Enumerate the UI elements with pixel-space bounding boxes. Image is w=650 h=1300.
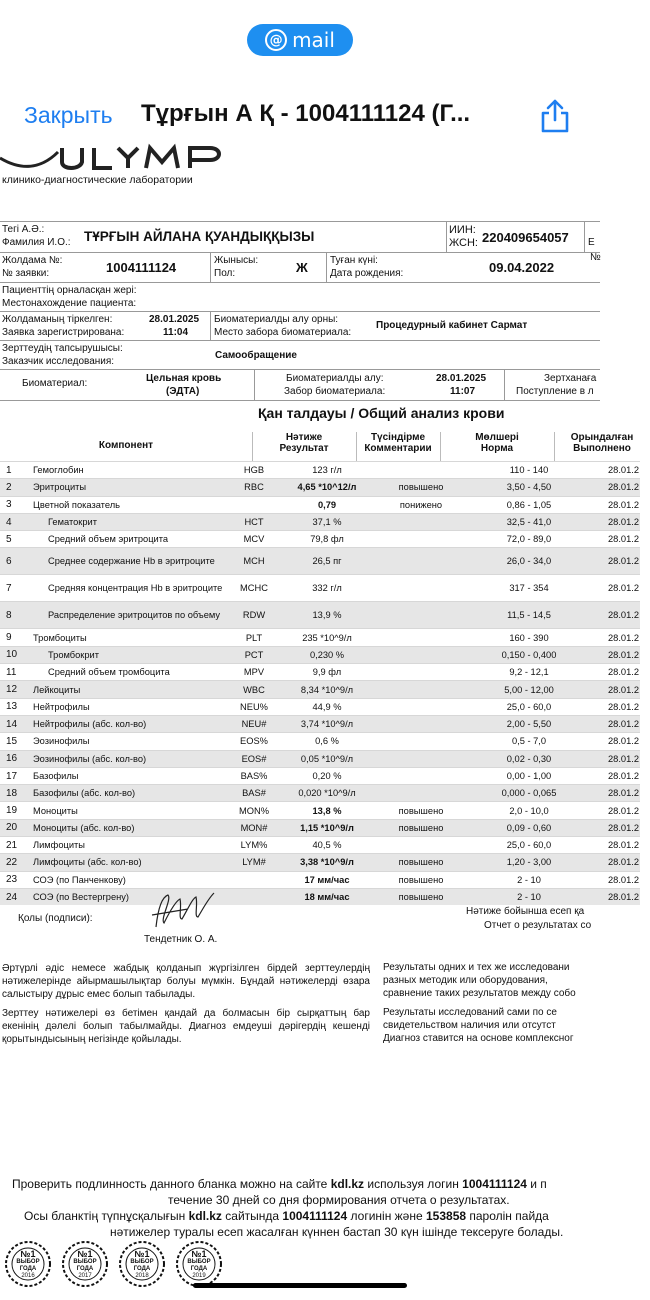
row-component: Цветной показатель (30, 496, 234, 513)
stamp-year: 2018 (135, 1273, 149, 1279)
results-table (0, 461, 640, 905)
row-date: 28.01.2 (596, 531, 640, 548)
row-abbreviation: LYM% (234, 837, 274, 854)
row-comment (380, 698, 462, 715)
row-comment: повышено (380, 888, 462, 905)
stamp-year: 2019 (192, 1273, 206, 1279)
registered-time: 11:04 (163, 327, 189, 338)
row-number: 1 (0, 462, 30, 479)
row-date: 28.01.2 (596, 479, 640, 496)
dob-value: 09.04.2022 (489, 260, 555, 275)
row-comment (380, 715, 462, 732)
row-date: 28.01.2 (596, 767, 640, 784)
mail-pill-label: mail (292, 28, 335, 52)
row-comment (380, 767, 462, 784)
home-indicator (193, 1283, 407, 1288)
row-date: 28.01.2 (596, 785, 640, 802)
disclaimer-ru-1a: Результаты одних и тех же исследовани (383, 962, 570, 973)
row-date: 28.01.2 (596, 629, 640, 646)
row-component: Гемоглобин (30, 462, 234, 479)
row-comment (380, 664, 462, 681)
stamp-bot: ГОДА (133, 1266, 151, 1272)
table-row (0, 802, 640, 819)
row-norm: 0,00 - 1,00 (462, 767, 596, 784)
table-row (0, 837, 640, 854)
row-component: СОЭ (по Вестергрену) (30, 888, 234, 905)
row-abbreviation: MON# (234, 819, 274, 836)
dob-trail: № (590, 252, 601, 263)
row-norm: 160 - 390 (462, 629, 596, 646)
disclaimer-ru-2b: свидетельством наличия или отсутст (383, 1020, 556, 1031)
row-comment: повышено (380, 819, 462, 836)
disclaimer-ru-1b: разных методик или оборудования, (383, 975, 548, 986)
row-date: 28.01.2 (596, 513, 640, 530)
row-abbreviation: LYM# (234, 854, 274, 871)
row-abbreviation: BAS% (234, 767, 274, 784)
row-result: 9,9 фл (274, 664, 380, 681)
location-label-kz: Пациенттің орналасқан жері: (2, 285, 137, 296)
dob-label-kz: Туған күні: (330, 255, 378, 266)
row-date: 28.01.2 (596, 802, 640, 819)
row-component: Средняя концентрация Hb в эритроците (30, 575, 234, 602)
row-result: 0,6 % (274, 733, 380, 750)
name-label-kz: Тегі А.Ә.: (2, 224, 45, 235)
row-number: 23 (0, 871, 30, 888)
row-comment (380, 837, 462, 854)
row-comment (380, 602, 462, 629)
row-abbreviation: MPV (234, 664, 274, 681)
row-abbreviation: MCV (234, 531, 274, 548)
row-result: 4,65 *10^12/л (274, 479, 380, 496)
row-component: Моноциты (абс. кол-во) (30, 819, 234, 836)
row-comment (380, 575, 462, 602)
lab-received-label-ru: Поступление в л (516, 386, 594, 397)
row-result: 37,1 % (274, 513, 380, 530)
row-date: 28.01.2 (596, 602, 640, 629)
row-comment: повышено (380, 871, 462, 888)
row-result: 0,20 % (274, 767, 380, 784)
table-row (0, 871, 640, 888)
col-comment: Түсіндірме Комментарии (364, 432, 432, 454)
olymp-logo (0, 148, 240, 172)
registered-label-kz: Жолдаманың тіркелген: (2, 314, 113, 325)
stamp-year: 2017 (78, 1273, 92, 1279)
lab-received-label-kz: Зертханаға (544, 373, 597, 384)
row-abbreviation: PCT (234, 646, 274, 663)
row-comment (380, 681, 462, 698)
iin-value: 220409654057 (482, 230, 569, 245)
row-abbreviation: RDW (234, 602, 274, 629)
row-number: 18 (0, 785, 30, 802)
report-note-ru: Отчет о результатах со (484, 920, 592, 931)
row-number: 6 (0, 548, 30, 575)
row-component: Лейкоциты (30, 681, 234, 698)
lab-report (0, 148, 640, 1300)
row-date: 28.01.2 (596, 837, 640, 854)
place-label-kz: Биоматериалды алу орны: (214, 314, 339, 325)
row-number: 9 (0, 629, 30, 646)
row-norm: 5,00 - 12,00 (462, 681, 596, 698)
stamp-top: №1 (20, 1249, 36, 1259)
row-date: 28.01.2 (596, 462, 640, 479)
row-component: Лимфоциты (30, 837, 234, 854)
row-abbreviation: HCT (234, 513, 274, 530)
signature-label: Қолы (подписи): (18, 913, 93, 924)
row-norm: 1,20 - 3,00 (462, 854, 596, 871)
row-result: 13,8 % (274, 802, 380, 819)
table-row (0, 767, 640, 784)
row-abbreviation: RBC (234, 479, 274, 496)
row-comment (380, 750, 462, 767)
footer-kz-line1: Осы бланктің түпнұсқалығын kdl.kz сайтында 1004111124 логинін және 153858 паролін пайда (24, 1209, 549, 1223)
stamp-bot: ГОДА (190, 1266, 208, 1272)
row-result: 0,230 % (274, 646, 380, 663)
row-result: 235 *10^9/л (274, 629, 380, 646)
sex-label-kz: Жынысы: (214, 255, 259, 266)
sex-value: Ж (296, 260, 308, 275)
row-norm: 0,150 - 0,400 (462, 646, 596, 663)
row-norm: 9,2 - 12,1 (462, 664, 596, 681)
row-date: 28.01.2 (596, 854, 640, 871)
row-abbreviation: MCHC (234, 575, 274, 602)
stamp-mid: ВЫБОР (187, 1259, 211, 1265)
row-number: 13 (0, 698, 30, 715)
row-comment (380, 646, 462, 663)
col-date: Орындалған Выполнено (570, 432, 634, 454)
taken-label-ru: Забор биоматериала: (284, 386, 386, 397)
row-result: 3,74 *10^9/л (274, 715, 380, 732)
table-row (0, 819, 640, 836)
at-icon: @ (265, 29, 287, 51)
table-row (0, 750, 640, 767)
row-norm: 25,0 - 60,0 (462, 837, 596, 854)
row-component: Лимфоциты (абс. кол-во) (30, 854, 234, 871)
row-number: 19 (0, 802, 30, 819)
disclaimer-ru-2a: Результаты исследований сами по се (383, 1007, 557, 1018)
row-norm: 3,50 - 4,50 (462, 479, 596, 496)
place-label-ru: Место забора биоматериала: (214, 327, 352, 338)
row-norm: 2 - 10 (462, 871, 596, 888)
document-title: Тұрғын А Қ - 1004111124 (Г... (141, 100, 471, 127)
row-number: 15 (0, 733, 30, 750)
stamp-bot: ГОДА (76, 1266, 94, 1272)
row-date: 28.01.2 (596, 819, 640, 836)
table-row (0, 513, 640, 530)
registered-label-ru: Заявка зарегистрирована: (2, 327, 125, 338)
row-abbreviation (234, 888, 274, 905)
table-row (0, 854, 640, 871)
row-component: Моноциты (30, 802, 234, 819)
row-comment (380, 513, 462, 530)
row-component: Нейтрофилы (абс. кол-во) (30, 715, 234, 732)
iin-label-ru: ЖСН: (449, 237, 478, 249)
table-row (0, 733, 640, 750)
stamp-mid: ВЫБОР (16, 1259, 40, 1265)
report-note-kz: Нәтиже бойынша есеп қа (466, 906, 585, 917)
row-result: 1,15 *10^9/л (274, 819, 380, 836)
disclaimer-kz-1: Әртүрлі әдіс немесе жабдық қолданып жүргізілген бірдей зерттеулердің нәтижелерінде айырмашылықтар болуы мүмкін. Бұндай нәтижелерді өзара салыстыру дұрыс емес болып табылады. (2, 963, 370, 1000)
row-norm: 26,0 - 34,0 (462, 548, 596, 575)
row-abbreviation: EOS# (234, 750, 274, 767)
row-comment: повышено (380, 854, 462, 871)
iin-label-kz: ИИН: (449, 224, 476, 236)
row-comment (380, 548, 462, 575)
row-number: 4 (0, 513, 30, 530)
row-component: Базофилы (30, 767, 234, 784)
row-norm: 11,5 - 14,5 (462, 602, 596, 629)
col-norm: Мөлшері Норма (475, 432, 519, 454)
row-date: 28.01.2 (596, 698, 640, 715)
row-norm: 72,0 - 89,0 (462, 531, 596, 548)
row-abbreviation: WBC (234, 681, 274, 698)
row-abbreviation: NEU% (234, 698, 274, 715)
footer-ru-line1: Проверить подлинность данного бланка можно на сайте kdl.kz используя логин 1004111124 и п (12, 1177, 547, 1191)
row-abbreviation: MCH (234, 548, 274, 575)
row-date: 28.01.2 (596, 575, 640, 602)
footer-ru-line2: течение 30 дней со дня формирования отчета о результатах. (168, 1193, 510, 1207)
row-result: 8,34 *10^9/л (274, 681, 380, 698)
row-component: Средний объем тромбоцита (30, 664, 234, 681)
order-label-ru: № заявки: (2, 268, 50, 279)
award-stamp (175, 1240, 223, 1288)
table-row (0, 664, 640, 681)
row-norm: 2 - 10 (462, 888, 596, 905)
row-result: 0,020 *10^9/л (274, 785, 380, 802)
row-comment: понижено (380, 496, 462, 513)
row-date: 28.01.2 (596, 646, 640, 663)
row-result: 0,05 *10^9/л (274, 750, 380, 767)
name-label-ru: Фамилия И.О.: (2, 237, 71, 248)
row-comment (380, 462, 462, 479)
patient-name: ТҰРҒЫН АЙЛАНА ҚУАНДЫҚҚЫЗЫ (84, 229, 315, 244)
row-result: 3,38 *10^9/л (274, 854, 380, 871)
row-number: 5 (0, 531, 30, 548)
row-date: 28.01.2 (596, 548, 640, 575)
row-norm: 0,09 - 0,60 (462, 819, 596, 836)
biomaterial-label: Биоматериал: (22, 378, 88, 389)
order-label-kz: Жолдама №: (2, 255, 63, 266)
row-result: 18 мм/час (274, 888, 380, 905)
row-number: 21 (0, 837, 30, 854)
stamp-top: №1 (134, 1249, 150, 1259)
row-result: 79,8 фл (274, 531, 380, 548)
row-component: Гематокрит (30, 513, 234, 530)
table-row (0, 888, 640, 905)
row-number: 10 (0, 646, 30, 663)
row-result: 0,79 (274, 496, 380, 513)
stamp-top: №1 (191, 1249, 207, 1259)
row-result: 17 мм/час (274, 871, 380, 888)
row-norm: 0,000 - 0,065 (462, 785, 596, 802)
taken-time: 11:07 (450, 386, 476, 397)
col-result: Нәтиже Результат (279, 432, 329, 454)
table-row (0, 698, 640, 715)
footer-kz-line2: нәтижелер туралы есеп жасалған күннен бастап 30 күн ішінде тексеруге болады. (110, 1225, 564, 1239)
taken-date: 28.01.2025 (436, 373, 487, 384)
row-component: Распределение эритроцитов по объему (30, 602, 234, 629)
disclaimer-ru-2c: Диагноз ставится на основе комплексног (383, 1033, 574, 1044)
table-row (0, 681, 640, 698)
row-result: 123 г/л (274, 462, 380, 479)
table-row (0, 462, 640, 479)
taken-label-kz: Биоматериалды алу: (286, 373, 384, 384)
row-comment (380, 629, 462, 646)
customer-label-ru: Заказчик исследования: (2, 356, 115, 367)
row-date: 28.01.2 (596, 715, 640, 732)
row-norm: 0,86 - 1,05 (462, 496, 596, 513)
row-date: 28.01.2 (596, 664, 640, 681)
row-comment (380, 785, 462, 802)
row-norm: 2,0 - 10,0 (462, 802, 596, 819)
row-number: 8 (0, 602, 30, 629)
row-number: 17 (0, 767, 30, 784)
stamp-mid: ВЫБОР (73, 1259, 97, 1265)
stamp-bot: ГОДА (19, 1266, 37, 1272)
sex-label-ru: Пол: (214, 268, 236, 279)
table-row (0, 496, 640, 513)
row-component: Тромбоциты (30, 629, 234, 646)
row-norm: 2,00 - 5,50 (462, 715, 596, 732)
stamp-year: 2016 (21, 1273, 35, 1279)
order-value: 1004111124 (106, 260, 177, 275)
table-row (0, 548, 640, 575)
table-row (0, 479, 640, 496)
biomaterial-value-line2: (ЭДТА) (166, 386, 200, 397)
row-comment: повышено (380, 802, 462, 819)
share-icon[interactable] (538, 98, 572, 134)
row-date: 28.01.2 (596, 733, 640, 750)
row-result: 40,5 % (274, 837, 380, 854)
lab-subtitle: клинико-диагностические лаборатории (2, 174, 193, 186)
row-date: 28.01.2 (596, 888, 640, 905)
table-row (0, 531, 640, 548)
row-result: 26,5 пг (274, 548, 380, 575)
signer-name: Тендетник О. А. (144, 934, 218, 945)
row-norm: 25,0 - 60,0 (462, 698, 596, 715)
row-norm: 0,5 - 7,0 (462, 733, 596, 750)
row-abbreviation (234, 496, 274, 513)
row-number: 11 (0, 664, 30, 681)
row-abbreviation: HGB (234, 462, 274, 479)
table-row (0, 646, 640, 663)
row-component: Средний объем эритроцита (30, 531, 234, 548)
row-abbreviation: MON% (234, 802, 274, 819)
dob-label-ru: Дата рождения: (330, 268, 404, 279)
disclaimer-ru-1c: сравнение таких результатов между собо (383, 988, 576, 999)
registered-date: 28.01.2025 (149, 314, 200, 325)
row-date: 28.01.2 (596, 871, 640, 888)
row-component: Эозинофилы (30, 733, 234, 750)
table-row (0, 629, 640, 646)
row-component: Эозинофилы (абс. кол-во) (30, 750, 234, 767)
row-number: 7 (0, 575, 30, 602)
row-date: 28.01.2 (596, 496, 640, 513)
stamp-mid: ВЫБОР (130, 1259, 154, 1265)
stamp-top: №1 (77, 1249, 93, 1259)
row-comment (380, 733, 462, 750)
row-result: 332 г/л (274, 575, 380, 602)
row-comment: повышено (380, 479, 462, 496)
row-component: Среднее содержание Hb в эритроците (30, 548, 234, 575)
row-norm: 317 - 354 (462, 575, 596, 602)
award-stamp (4, 1240, 52, 1288)
row-norm: 32,5 - 41,0 (462, 513, 596, 530)
biomaterial-value-line1: Цельная кровь (146, 373, 222, 384)
close-button[interactable]: Закрыть (24, 102, 113, 128)
row-abbreviation: EOS% (234, 733, 274, 750)
section-title: Қан талдауы / Общий анализ крови (258, 405, 505, 421)
table-row (0, 715, 640, 732)
customer-value: Самообращение (215, 350, 297, 361)
row-number: 22 (0, 854, 30, 871)
table-row (0, 602, 640, 629)
row-date: 28.01.2 (596, 750, 640, 767)
iin-trail: Е (588, 237, 595, 248)
mail-app-pill[interactable] (247, 24, 353, 56)
row-number: 12 (0, 681, 30, 698)
row-number: 2 (0, 479, 30, 496)
row-abbreviation: NEU# (234, 715, 274, 732)
col-component: Компонент (98, 440, 154, 451)
award-stamp (118, 1240, 166, 1288)
row-norm: 0,02 - 0,30 (462, 750, 596, 767)
row-component: Нейтрофилы (30, 698, 234, 715)
row-abbreviation: BAS# (234, 785, 274, 802)
row-component: СОЭ (по Панченкову) (30, 871, 234, 888)
disclaimer-kz-2: Зерттеу нәтижелері өз бетімен қандай да болмасын бір сырқаттың бар екенінің дәлелі болып табылмайды. Диагноз емдеуші дәрігердің кешенді қорытындысының негізінде қойылады. (2, 1008, 370, 1045)
place-value: Процедурный кабинет Сармат (376, 320, 528, 331)
row-abbreviation: PLT (234, 629, 274, 646)
row-abbreviation (234, 871, 274, 888)
row-norm: 110 - 140 (462, 462, 596, 479)
row-result: 44,9 % (274, 698, 380, 715)
customer-label-kz: Зерттеудің тапсырушысы: (2, 343, 123, 354)
row-component: Базофилы (абс. кол-во) (30, 785, 234, 802)
row-date: 28.01.2 (596, 681, 640, 698)
row-number: 20 (0, 819, 30, 836)
row-result: 13,9 % (274, 602, 380, 629)
row-comment (380, 531, 462, 548)
row-number: 24 (0, 888, 30, 905)
location-label-ru: Местонахождение пациента: (2, 298, 137, 309)
award-stamp (61, 1240, 109, 1288)
row-number: 14 (0, 715, 30, 732)
signature-scribble (148, 889, 220, 933)
row-number: 16 (0, 750, 30, 767)
table-row (0, 785, 640, 802)
table-row (0, 575, 640, 602)
row-component: Тромбокрит (30, 646, 234, 663)
row-number: 3 (0, 496, 30, 513)
row-component: Эритроциты (30, 479, 234, 496)
